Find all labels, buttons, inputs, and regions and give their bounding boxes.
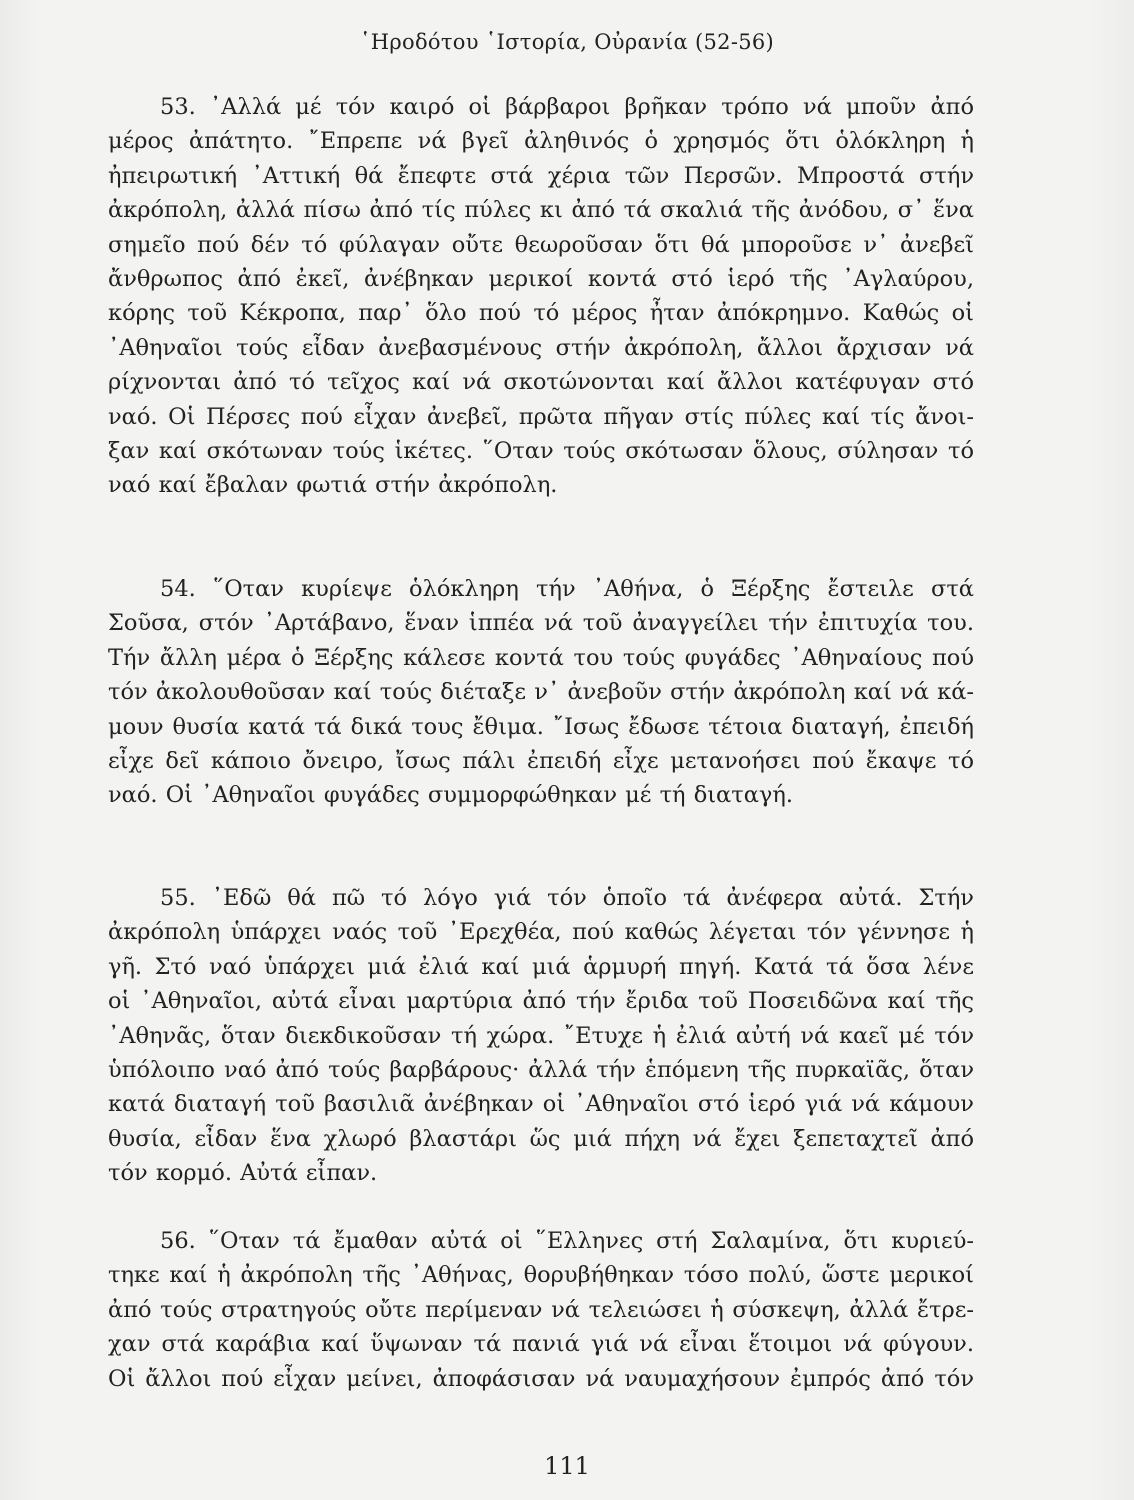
text-line: ρίχνονται ἀπό τό τεῖχος καί νά σκοτώνονται καί ἄλλοι κατέφυγαν στό: [108, 369, 974, 396]
text-line: ὑπόλοιπο ναό ἀπό τούς βαρβάρους· ἀλλά τήν ἑπόμενη τῆς πυρκαϊᾶς, ὅταν: [108, 1057, 974, 1084]
text-line: ναό. Οἱ Πέρσες πού εἶχαν ἀνεβεῖ, πρῶτα πῆγαν στίς πύλες καί τίς ἄνοι-: [108, 403, 974, 430]
text-line: ᾿Αθηνᾶς, ὅταν διεκδικοῦσαν τή χώρα. ῎Ετυχε ἡ ἐλιά αὐτή νά καεῖ μέ τόν: [108, 1022, 974, 1049]
text-line: 53. ᾿Αλλά μέ τόν καιρό οἱ βάρβαροι βρῆκαν τρόπο νά μποῦν ἀπό: [160, 94, 974, 120]
text-line: 55. ᾿Εδῶ θά πῶ τό λόγο γιά τόν ὁποῖο τά ἀνέφερα αὐτά. Στήν: [160, 885, 974, 911]
section-55: [108, 881, 974, 1191]
text-line: θυσία, εἶδαν ἕνα χλωρό βλαστάρι ὥς μιά πήχη νά ἔχει ξεπεταχτεῖ ἀπό: [108, 1125, 974, 1152]
text-line: Οἱ ἄλλοι πού εἶχαν μείνει, ἀποφάσισαν νά ναυμαχήσουν ἐμπρός ἀπό τόν: [108, 1365, 974, 1392]
text-line: ἀκρόπολη ὑπάρχει ναός τοῦ ᾿Ερεχθέα, πού καθώς λέγεται τόν γέννησε ἡ: [108, 919, 974, 946]
text-line: τηκε καί ἡ ἀκρόπολη τῆς ᾿Αθήνας, θορυβήθηκαν τόσο πολύ, ὥστε μερικοί: [108, 1262, 974, 1289]
text-line: 56. ῞Οταν τά ἔμαθαν αὐτά οἱ ῞Ελληνες στή Σαλαμίνα, ὅτι κυριεύ-: [160, 1228, 974, 1254]
section-54: [108, 572, 974, 813]
text-line: ξαν καί σκότωναν τούς ἱκέτες. ῞Οταν τούς σκότωσαν ὅλους, σύλησαν τό: [108, 438, 974, 465]
text-line: μέρος ἀπάτητο. ῎Επρεπε νά βγεῖ ἀληθινός ὁ χρησμός ὅτι ὁλόκληρη ἡ: [108, 128, 974, 155]
text-line: σημεῖο πού δέν τό φύλαγαν οὔτε θεωροῦσαν ὅτι θά μποροῦσε ν᾿ ἀνεβεῖ: [108, 231, 974, 258]
text-line: ἀκρόπολη, ἀλλά πίσω ἀπό τίς πύλες κι ἀπό τά σκαλιά τῆς ἀνόδου, σ᾿ ἕνα: [108, 197, 974, 224]
text-line: ἄνθρωπος ἀπό ἐκεῖ, ἀνέβηκαν μερικοί κοντά στό ἱερό τῆς ᾿Αγλαύρου,: [108, 266, 974, 293]
text-line: ναό. Οἱ ᾿Αθηναῖοι φυγάδες συμμορφώθηκαν μέ τή διαταγή.: [108, 782, 793, 809]
text-line: γῆ. Στό ναό ὑπάρχει μιά ἐλιά καί μιά ἁρμυρή πηγή. Κατά τά ὅσα λένε: [108, 953, 974, 980]
text-line: κατά διαταγή τοῦ βασιλιᾶ ἀνέβηκαν οἱ ᾿Αθηναῖοι στό ἱερό γιά νά κάμουν: [108, 1091, 974, 1118]
text-line: Τήν ἄλλη μέρα ὁ Ξέρξης κάλεσε κοντά του τούς φυγάδες ᾿Αθηναίους πού: [108, 644, 974, 671]
text-line: ἠπειρωτική ᾿Αττική θά ἔπεφτε στά χέρια τῶν Περσῶν. Μπροστά στήν: [108, 162, 974, 189]
text-line: εἶχε δεῖ κάποιο ὄνειρο, ἴσως πάλι ἐπειδή εἶχε μετανοήσει πού ἔκαψε τό: [108, 748, 974, 775]
text-line: ναό καί ἔβαλαν φωτιά στήν ἀκρόπολη.: [108, 472, 558, 499]
text-line: οἱ ᾿Αθηναῖοι, αὐτά εἶναι μαρτύρια ἀπό τήν ἔριδα τοῦ Ποσειδῶνα καί τῆς: [108, 988, 974, 1015]
text-line: χαν στά καράβια καί ὕψωναν τά πανιά γιά νά εἶναι ἕτοιμοι νά φύγουν.: [108, 1331, 974, 1358]
text-line: ἀπό τούς στρατηγούς οὔτε περίμεναν νά τελειώσει ἡ σύσκεψη, ἀλλά ἔτρε-: [108, 1296, 974, 1323]
text-line: τόν κορμό. Αὐτά εἶπαν.: [108, 1160, 378, 1187]
text-line: τόν ἀκολουθοῦσαν καί τούς διέταξε ν᾿ ἀνεβοῦν στήν ἀκρόπολη καί νά κά-: [108, 679, 974, 706]
section-56: [108, 1224, 974, 1396]
text-line: κόρης τοῦ Κέκροπα, παρ᾿ ὅλο πού τό μέρος ἦταν ἀπόκρημνο. Καθώς οἱ: [108, 300, 974, 327]
text-line: Σοῦσα, στόν ᾿Αρτάβανο, ἕναν ἱππέα νά τοῦ ἀναγγείλει τήν ἐπιτυχία του.: [108, 610, 974, 637]
text-line: ᾿Αθηναῖοι τούς εἶδαν ἀνεβασμένους στήν ἀκρόπολη, ἄλλοι ἄρχισαν νά: [108, 334, 974, 361]
text-line: 54. ῞Οταν κυρίεψε ὁλόκληρη τήν ᾿Αθήνα, ὁ Ξέρξης ἔστειλε στά: [160, 576, 974, 602]
text-line: μουν θυσία κατά τά δικά τους ἔθιμα. ῎Ισως ἔδωσε τέτοια διαταγή, ἐπειδή: [108, 713, 974, 740]
page-number: 111: [544, 1452, 590, 1480]
running-head: ῾Ηροδότου ῾Ιστορία, Οὐρανία (52-56): [359, 30, 775, 54]
section-53: [108, 90, 974, 503]
